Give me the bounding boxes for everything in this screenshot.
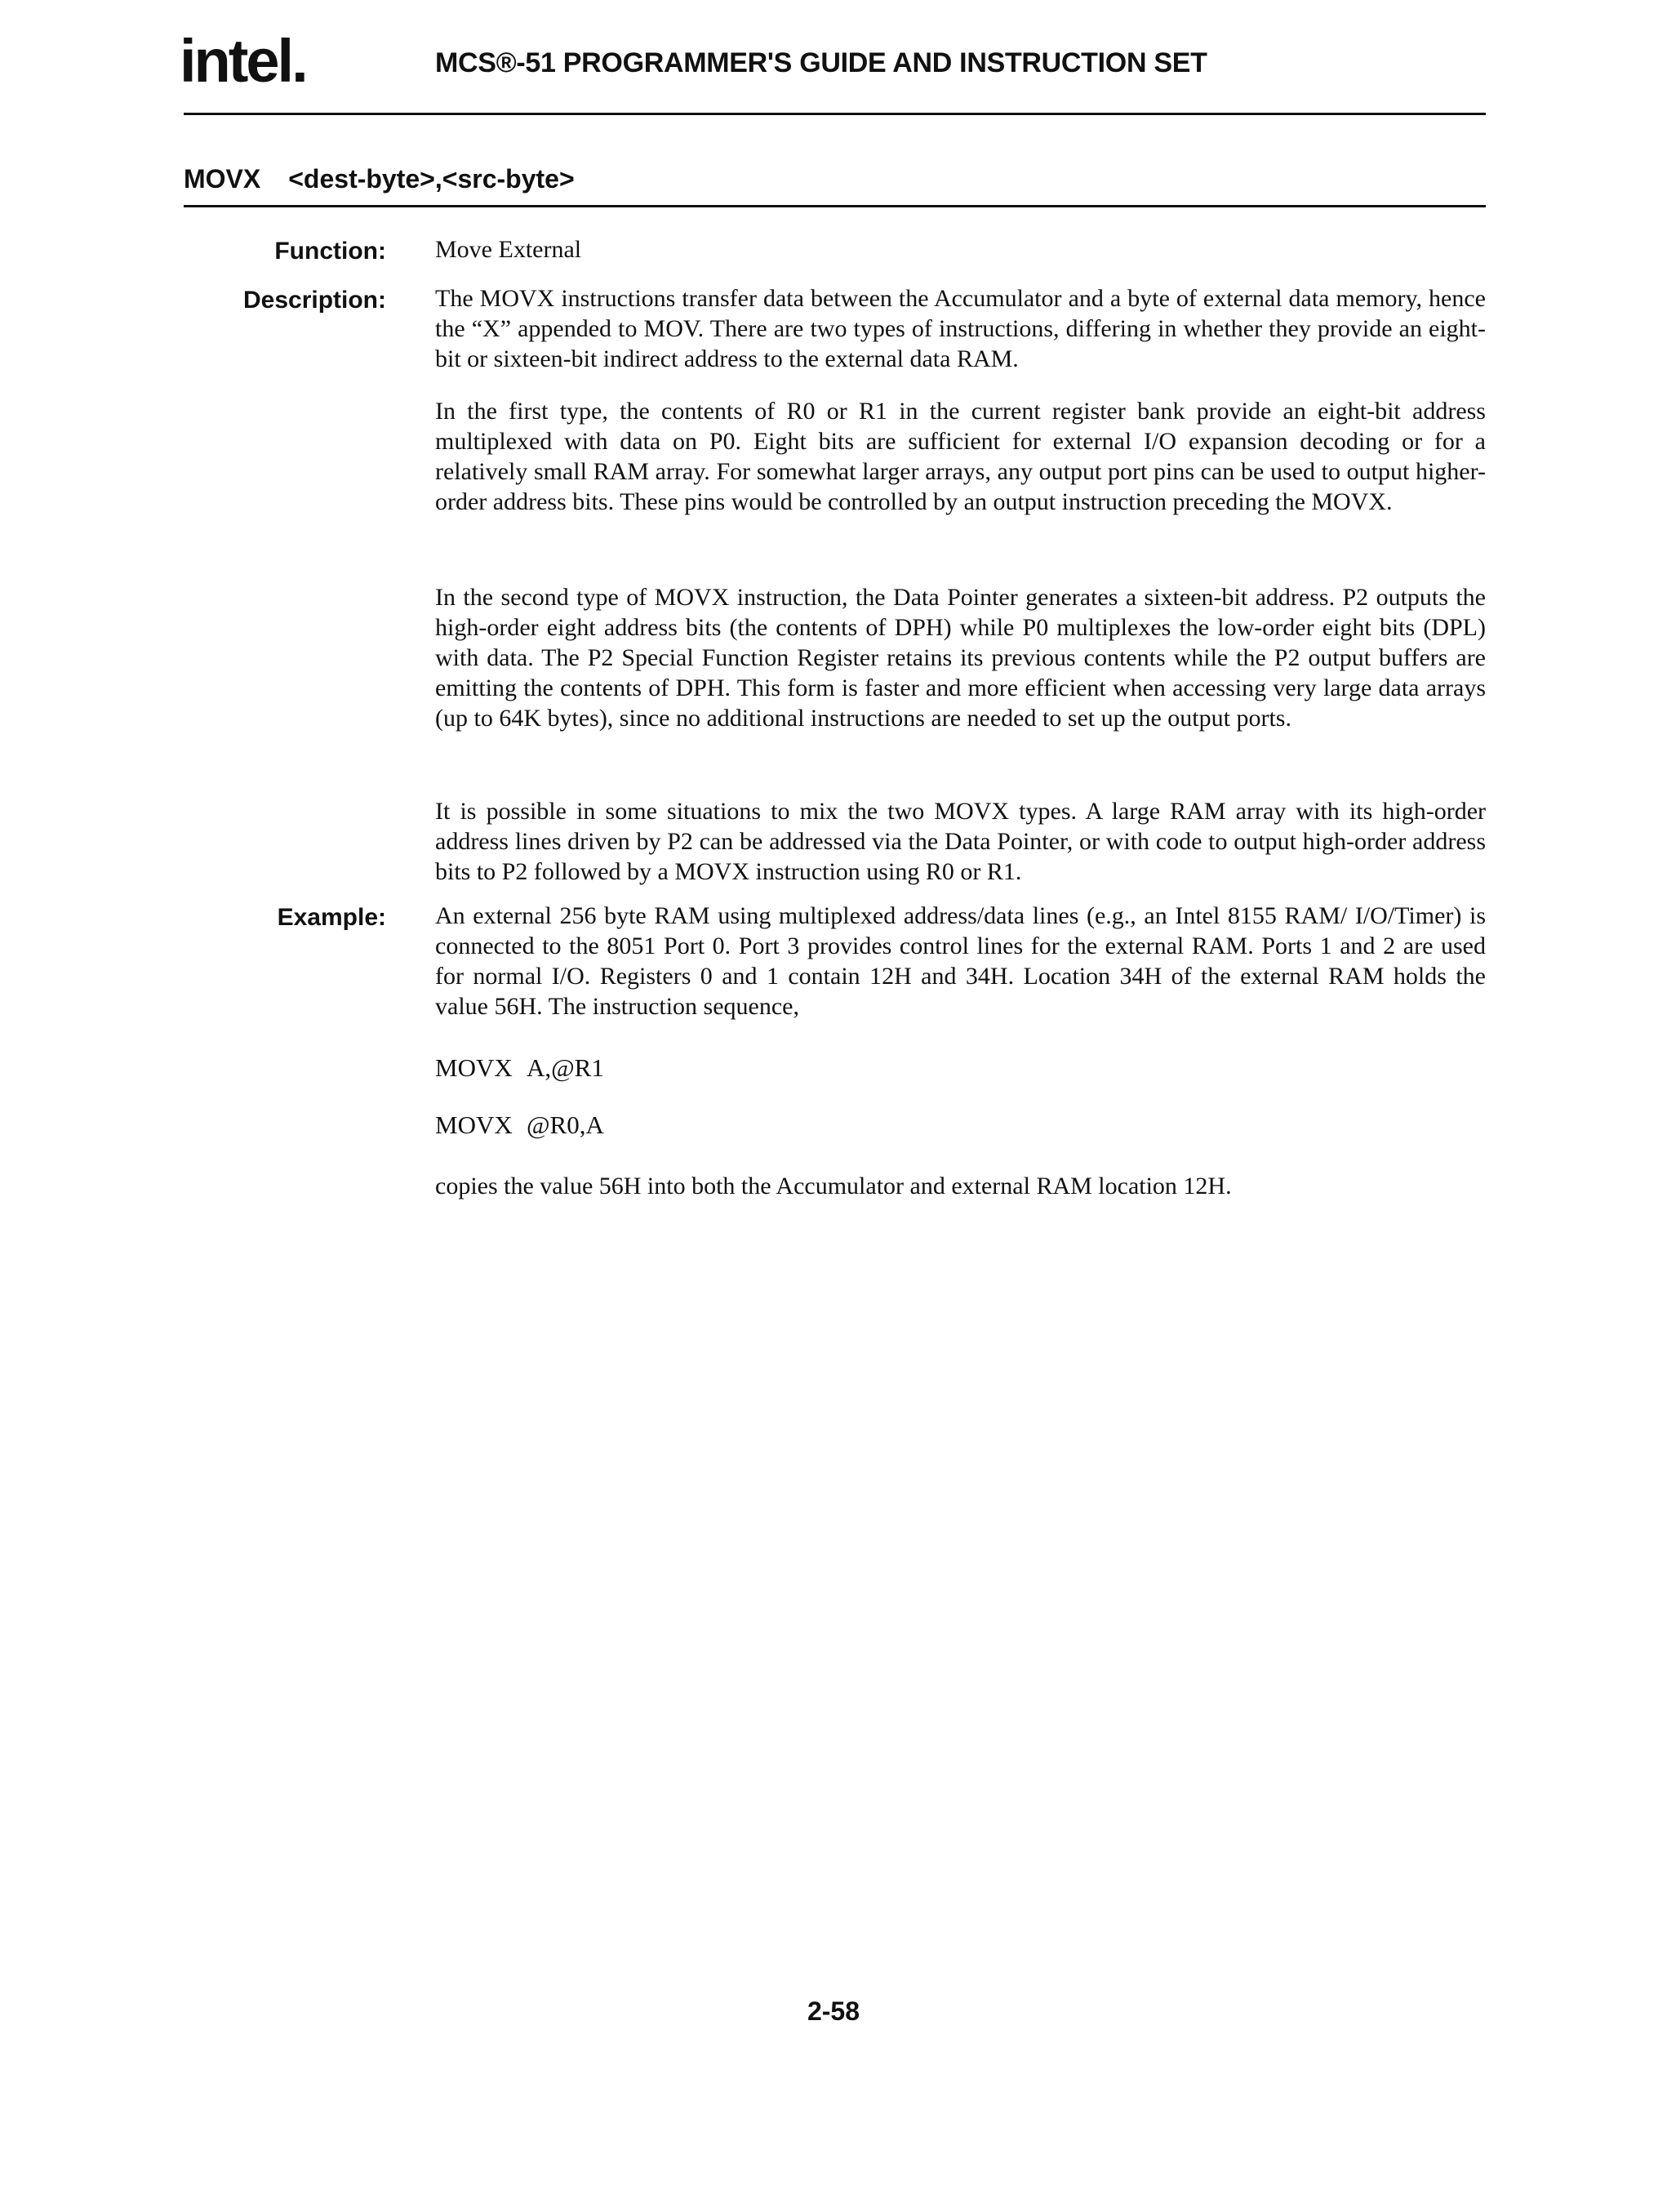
function-label: Function: <box>274 238 386 265</box>
code-line <box>435 1112 604 1137</box>
function-text: Move External <box>435 236 582 263</box>
instruction-mnemonic: MOVX <box>184 164 261 194</box>
page-number: 2-58 <box>807 1996 860 2026</box>
code-operands: @R0,A <box>527 1110 604 1139</box>
document-title: MCS®-51 PROGRAMMER'S GUIDE AND INSTRUCTION SET <box>435 47 1207 78</box>
code-operands: A,@R1 <box>527 1053 604 1082</box>
code-mnemonic: MOVX <box>435 1053 513 1082</box>
code-line <box>435 1055 604 1080</box>
description-paragraph: In the first type, the contents of R0 or R1 in the current register bank provide an eight-bit address multiplexed with data on P0. Eight bits are sufficient for external I/O expansion decoding or for a relatively small RAM array. For somewhat larger arrays, any output port pins can be used to output higher-order address bits. These pins would be controlled by an output instruction preceding the MOVX. <box>435 398 1486 515</box>
example-label: Example: <box>277 904 386 931</box>
example-intro: An external 256 byte RAM using multiplexed address/data lines (e.g., an Intel 8155 RAM/ I/O/Timer) is connected to the 8051 Port 0. Port 3 provides control lines for the external RAM. Ports 1 and 2 are used for normal I/O. Registers 0 and 1 contain 12H and 34H. Location 34H of the external RAM holds the value 56H. The instruction sequence, <box>435 902 1486 1020</box>
instruction-heading <box>184 166 575 192</box>
instruction-rule <box>184 205 1486 207</box>
example-result: copies the value 56H into both the Accumulator and external RAM location 12H. <box>435 1173 1232 1199</box>
instruction-operands: <dest-byte>,<src-byte> <box>288 164 575 194</box>
code-mnemonic: MOVX <box>435 1110 513 1139</box>
description-paragraph: It is possible in some situations to mix the two MOVX types. A large RAM array with its high-order address lines driven by P2 can be addressed via the Data Pointer, or with code to output high-order address bits to P2 followed by a MOVX instruction using R0 or R1. <box>435 798 1486 885</box>
description-paragraph: In the second type of MOVX instruction, the Data Pointer generates a sixteen-bit address. P2 outputs the high-order eight address bits (the contents of DPH) while P0 multiplexes the low-order eight bits (DPL) with data. The P2 Special Function Register retains its previous contents while the P2 output buffers are emitting the contents of DPH. This form is faster and more efficient when accessing very large data arrays (up to 64K bytes), since no additional instructions are needed to set up the output ports. <box>435 584 1486 732</box>
header-rule <box>184 113 1486 115</box>
description-label: Description: <box>242 287 386 314</box>
description-paragraph: The MOVX instructions transfer data between the Accumulator and a byte of external data memory, hence the “X” appended to MOV. There are two types of instructions, differing in whether they provide an eight-bit or sixteen-bit indirect address to the external data RAM. <box>435 285 1486 372</box>
intel-logo: intel. <box>180 27 306 95</box>
